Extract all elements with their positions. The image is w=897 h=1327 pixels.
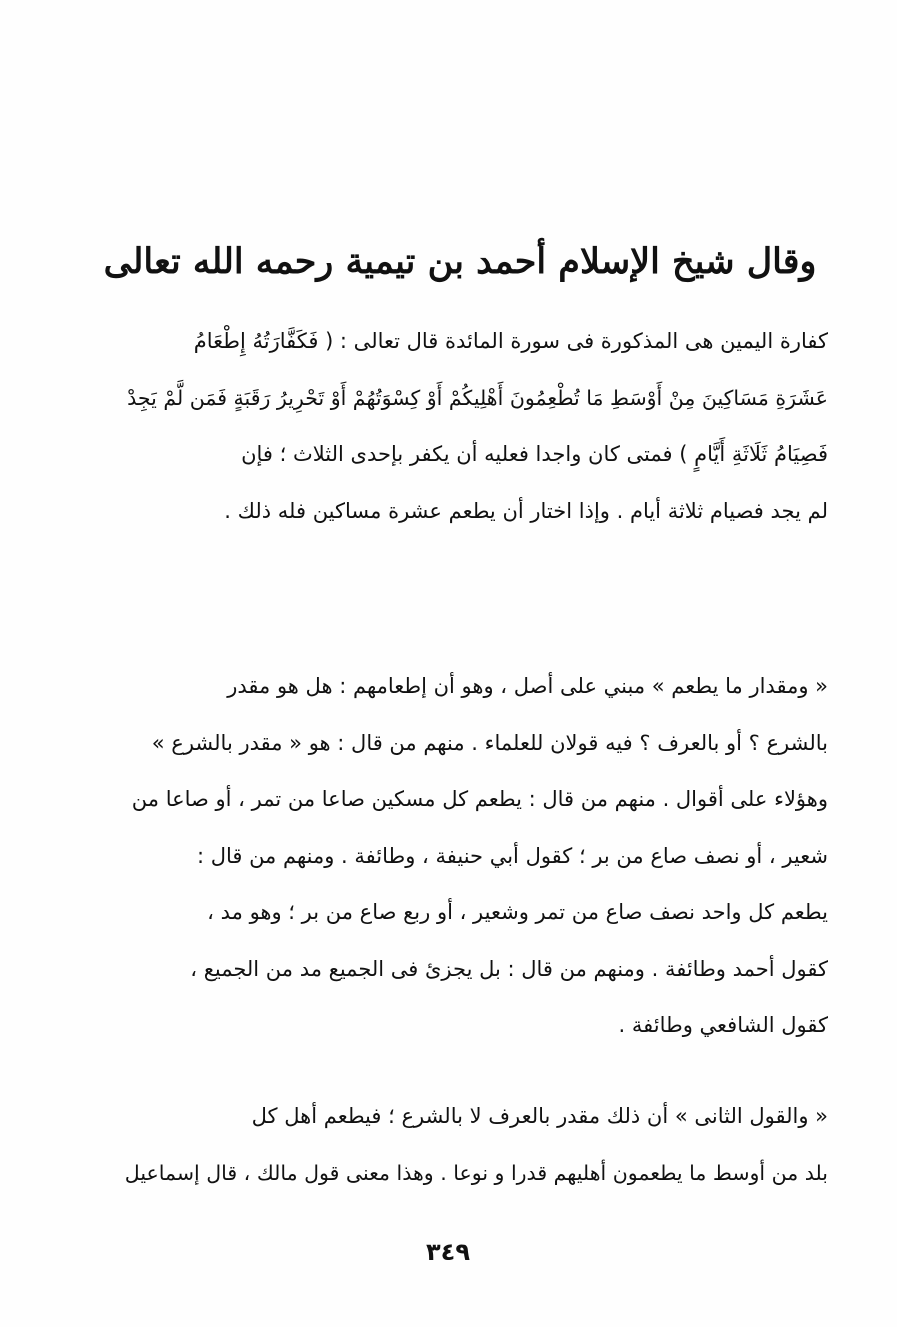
paragraph-second-opinion: [112, 1088, 828, 1201]
text-line: « والقول الثانى » أن ذلك مقدر بالعرف لا بالشرع ؛ فيطعم أهل كل: [251, 1104, 828, 1128]
text-line: شعير ، أو نصف صاع من بر ؛ كقول أبي حنيفة ، وطائفة . ومنهم من قال :: [196, 843, 828, 868]
text-line: لم يجد فصيام ثلاثة أيام . وإذا اختار أن يطعم عشرة مساكين فله ذلك .: [224, 498, 828, 523]
page-number: ٣٤٩: [426, 1238, 470, 1266]
text-line: يطعم كل واحد نصف صاع من تمر وشعير ، أو ربع صاع من بر ؛ وهو مد ،: [207, 900, 828, 924]
text-line: وهؤلاء على أقوال . منهم من قال : يطعم كل مسكين صاعا من تمر ، أو صاعا من: [131, 787, 828, 811]
paragraph-feeding-amount: [112, 658, 828, 1054]
text-line: فَصِيَامُ ثَلَاثَةِ أَيَّامٍ ) فمتى كان واجدا فعليه أن يكفر بإحدى الثلاث ؛ فإن: [241, 442, 828, 466]
text-line: بلد من أوسط ما يطعمون أهليهم قدرا و نوعا . وهذا معنى قول مالك ، قال إسماعيل: [124, 1160, 828, 1185]
text-line: كقول الشافعي وطائفة .: [618, 1013, 828, 1037]
text-line: عَشَرَةِ مَسَاكِينَ مِنْ أَوْسَطِ مَا تُطْعِمُونَ أَهْلِيكُمْ أَوْ كِسْوَتُهُمْ أَوْ تَحْرِيرُ رَقَبَةٍ فَمَن لَّمْ يَجِدْ: [127, 385, 828, 410]
text-line: بالشرع ؟ أو بالعرف ؟ فيه قولان للعلماء . منهم من قال : هو « مقدر بالشرع »: [151, 730, 828, 755]
text-line: كفارة اليمين هى المذكورة فى سورة المائدة قال تعالى : ( فَكَفَّارَتُهُ إِطْعَامُ: [193, 329, 828, 353]
section-heading: وقال شيخ الإسلام أحمد بن تيمية رحمه الله تعالى: [103, 241, 817, 282]
text-line: كقول أحمد وطائفة . ومنهم من قال : بل يجزئ فى الجميع مد من الجميع ،: [190, 956, 828, 981]
paragraph-expiation-oath: [112, 313, 828, 539]
text-line: « ومقدار ما يطعم » مبني على أصل ، وهو أن إطعامهم : هل هو مقدر: [227, 674, 828, 698]
